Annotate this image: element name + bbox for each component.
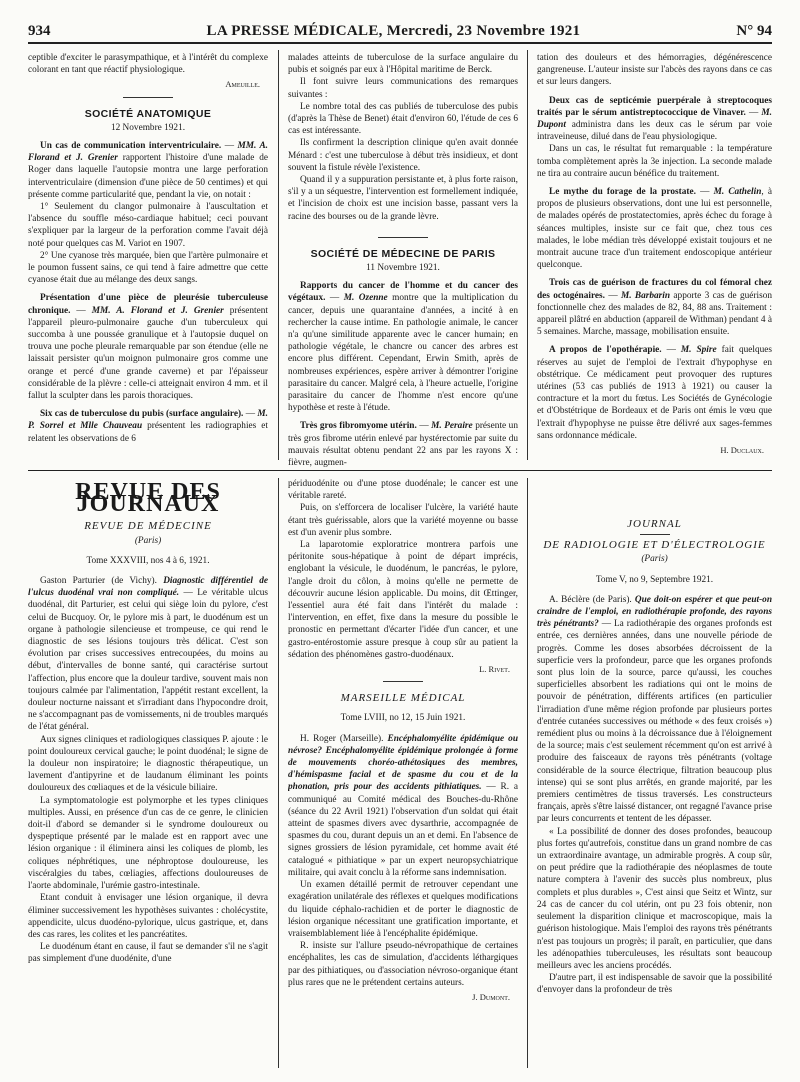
journal-place: (Paris) bbox=[641, 554, 668, 565]
article-text: présente un très gros fibrome utérin enlevé par hystérectomie par suite du mauvais résultat obtenu pendant 22 ans par les rayons X : fièvre, augmen- bbox=[288, 421, 518, 467]
intro-text: ceptible d'exciter le parasympathique, et à l'intérêt du complexe colorant en tant que réactif physiologique. bbox=[28, 53, 268, 76]
column-divider bbox=[527, 50, 528, 460]
section-rule bbox=[378, 237, 428, 238]
journal-masthead: LA PRESSE MÉDICALE, Mercredi, 23 Novembre 1921 bbox=[206, 23, 581, 39]
article-paragraph: Ils confirment la description clinique qu'en avait donnée Ménard : c'est une tuberculose à début très insidieux, et dont souvent la fistule révèle l'existence. bbox=[288, 138, 518, 173]
article-paragraph: Il font suivre leurs communications des remarques suivantes : bbox=[288, 77, 518, 100]
article-paragraph: Présentation d'une pièce de pleurésie tuberculeuse chronique. — MM. A. Florand et J. Grenier présentent l'appareil pleuro-pulmonaire gauche d'un tuberculeux qui succomba à une poussée granulique et à l'autopsie duquel on trouva une poche pleurale remarquable par son étendue (elle ne laissait persister qu'un moignon pulmonaire gros comme une orange et percé d'une grande caverne) et par l'épaisseur considérable de la plèvre : celle-ci atteignait environ 4 mm. et il fallut la sculpter dans les parois thoraciques. bbox=[28, 293, 268, 402]
article-paragraph: « La possibilité de donner des doses profondes, beaucoup plus fortes qu'autrefois, constitue dans un grand nombre de cas un extraordinaire avantage, un admirable progrès. A coup sûr, on peut prédire que la radiothérapie des néoplasmes de toute nature comptera à l'avenir des succès plus nombreux, plus complets et plus durables », C'est ainsi que Seitz et Wintz, sur 24 cas de cancer du col utérin, ont pu 23 fois obtenir, non seulement la disparition clinique et macroscopique, mais la guérison histologique. Mais l'emploi des rayons très pénétrants n'est pas toujours un progrès; il paraît, en particulier, que dans les adénopathies tuberculeuses, les résultats sont beaucoup meilleurs avec les anciens procédés. bbox=[537, 826, 772, 971]
article-paragraph: Quand il y a suppuration persistante et, à plus forte raison, s'il y a un séquestre, l'intervention est formellement indiquée, et l'incision de choix est une incision basse, passant vers la racine des bourses ou de la grande lèvre. bbox=[288, 175, 518, 222]
top-column-1 bbox=[28, 52, 268, 467]
article-authors: M. Dupont bbox=[537, 107, 772, 131]
journal-place: (Paris) bbox=[134, 535, 162, 546]
top-column-2 bbox=[288, 52, 518, 467]
article-signature: L. Rivet. bbox=[479, 664, 510, 675]
article-author: Gaston Parturier (de Vichy). bbox=[40, 576, 157, 587]
article-paragraph: R. insiste sur l'allure pseudo-névropathique de certaines encéphalites, les cas de simulation, d'accidents léthargiques par des pithiatiques, ou d'association névroso-organique étant plus rares que ne le prétendent certains auteurs. bbox=[288, 941, 518, 988]
article-text: présentent l'appareil pleuro-pulmonaire gauche d'un tuberculeux qui succomba à une poussée granulique et à l'autopsie duquel on trouva une poche pleurale remarquable par son étendue (elle ne laissait persister qu'un moignon pulmonaire gros comme une orange et percé d'une grande caverne) et par l'épaisseur considérable de la plèvre : celle-ci atteignait environ 4 mm. et il fallut la sculpter dans les parois thoraciques. bbox=[28, 305, 268, 402]
article-author: H. Roger (Marseille). bbox=[300, 733, 384, 744]
article-authors: MM. A. Florand et J. Grenier bbox=[91, 305, 224, 316]
article-title: Encéphalomyélite épidémique ou névrose? Encéphalomyélite épidémique prolongée à forme de mouvements choréo-athétosiques des membres, d'hémispasme facial et de spasme du cou et de la phonation, pris pour des accidents pithiatiques. bbox=[288, 733, 518, 793]
top-column-3 bbox=[537, 52, 772, 467]
article-text: administra dans les deux cas le sérum par voie intraveineuse, dilué dans de l'eau physiologique. bbox=[537, 120, 772, 143]
article-paragraph: 2° Une cyanose très marquée, bien que l'artère pulmonaire et le poumon fussent sains, ce qui tend à faire admettre que cette cyanose était due au mélange des deux sangs. bbox=[28, 250, 268, 286]
article-paragraph: Un cas de communication interventriculaire. — MM. A. Florand et J. Grenier rapportent l'histoire d'une malade de Roger dans laquelle l'autopsie montra une large perforation interventriculaire (dimension d'une pièce de 50 centimes) et qui présente comme particularité que, pendant la vie, on notait : bbox=[28, 141, 268, 200]
article-title: Présentation d'une pièce de pleurésie tuberculeuse chronique. bbox=[28, 293, 268, 316]
article-authors: M. Cathelin bbox=[713, 187, 762, 198]
section-rule bbox=[123, 97, 173, 98]
article-paragraph: Six cas de tuberculose du pubis (surface angulaire). — M. P. Sorrel et Mlle Chauveau présentent les radiographies et relatent les observations de 6 bbox=[28, 409, 268, 444]
article-title: Six cas de tuberculose du pubis (surface angulaire). bbox=[40, 409, 244, 420]
section-separator bbox=[28, 470, 772, 471]
article-paragraph: Deux cas de septicémie puerpérale à streptocoques traités par le sérum antistreptococcique de Vinaver. — M. Dupont administra dans les deux cas le sérum par voie intraveineuse, dilué dans de l'eau physiologique. bbox=[537, 95, 772, 143]
revue-title: REVUE DES JOURNAUX bbox=[75, 479, 221, 518]
article-paragraph: Aux signes cliniques et radiologiques classiques P. ajoute : le point douloureux cervical gauche; le point duodénal; le signe de la douleur non inspiratoire; le diagnostic thérapeutique, un lavement d'antipyrine et de laudanum éliminant les points douloureux des cœliaques et de la vésicule biliaire. bbox=[28, 734, 268, 794]
article-title: Deux cas de septicémie puerpérale à streptocoques traités par le sérum antistreptococcique de Vinaver. bbox=[537, 95, 772, 118]
article-authors: M. Ozenne bbox=[343, 293, 388, 304]
journal-name-line1: JOURNAL bbox=[627, 518, 682, 530]
article-paragraph: La laparotomie exploratrice montrera parfois une péritonite sous-hépatique à point de départ imprécis, englobant la vésicule, le duodénum, le pancréas, le pylore, l'angle droit du côlon, à moins qu'elle ne permette de découvrir aucune lésion applicable. Du moins, dit Œttinger, l'essentiel aura été fait dans l'intérêt du malade : l'intervention, en effet, fixe dans la mesure du possible le pronostic en permettant d'écarter l'idée d'un cancer, et une gastro-entérostomie assure presque à coup sûr au patient la sédation des phénomènes gastro-duodénaux. bbox=[288, 540, 518, 660]
article-title: Trois cas de guérison de fractures du col fémoral chez des octogénaires. bbox=[537, 278, 772, 301]
article-text: , à propos de plusieurs observations, dont une lui est personnelle, de malades opérés de prostatectomies, après échec du forage à séances multiples, insiste sur ce fait que, chez tous ces malades, le lobe médian très développé existait toujours et ne montrait aucune trace d'un traitement endoscopique antérieur quelconque. bbox=[537, 187, 772, 271]
page-number: 934 bbox=[28, 23, 51, 39]
section-date: 11 Novembre 1921. bbox=[366, 263, 440, 274]
journal-tome: Tome XXXVIII, nos 4 à 6, 1921. bbox=[86, 555, 210, 566]
article-text: — R. a communiqué au Comité médical des Bouches-du-Rhône (séance du 22 Avril 1921) l'observation d'un soldat qui était atteint de spasmes divers avec dysarthrie, accompagnée de spasmes du cou, durant depuis un an et demi. En l'absence de signes grossiers de lésion pyramidale, cet homme avait été catalogué « pithiatique » par un expert neuropsychiatrique militaire, qui avait conclu à la réforme sans indemnisation. bbox=[288, 782, 518, 878]
article-authors: M. Barbarin bbox=[620, 290, 671, 301]
article-paragraph: Très gros fibromyome utérin. — M. Peraire présente un très gros fibrome utérin enlevé par hystérectomie par suite du mauvais résultat obtenu pendant 22 ans par les rayons X : fièvre, augmen- bbox=[288, 421, 518, 467]
article-paragraph: Rapports du cancer de l'homme et du cancer des végétaux. — M. Ozenne montre que la multiplication du cancer, depuis une quarantaine d'années, a incité à en rechercher la cause intime. En pathologie animale, le cancer n'a qu'une similitude apparente avec le cancer humain; en pathologie végétale, le chancre ou cancer des arbres est encore plus différent. Cependant, Erwin Smith, après de nombreuses expériences, espère arriver à démontrer l'origine parasitaire du cancer. Malgré cela, à l'heure actuelle, l'origine parasitaire du cancer de l'homme n'est encore qu'une hypothèse et reste à l'étude. bbox=[288, 281, 518, 414]
article-paragraph: Le mythe du forage de la prostate. — M. Cathelin, à propos de plusieurs observations, dont une lui est personnelle, de malades opérés de prostatectomies, après échec du forage à séances multiples, insiste sur ce fait que, chez tous ces malades, le lobe médian très développé existait toujours et ne montrait aucune trace d'un traitement endoscopique antérieur quelconque. bbox=[537, 187, 772, 271]
article-authors: M. P. Sorrel et Mlle Chauveau bbox=[28, 409, 268, 432]
article-paragraph: Le duodénum étant en cause, il faut se demander s'il ne s'agit pas simplement d'une duodénite, d'une bbox=[28, 942, 268, 965]
article-paragraph bbox=[28, 575, 268, 734]
journal-name: MARSEILLE MÉDICAL bbox=[340, 692, 466, 705]
article-authors: M. Peraire bbox=[431, 421, 473, 432]
journal-tome: Tome V, no 9, Septembre 1921. bbox=[595, 574, 714, 585]
article-title: Un cas de communication interventriculaire. bbox=[40, 141, 222, 152]
article-paragraph bbox=[288, 733, 518, 879]
article-title: Diagnostic différentiel de l'ulcus duodénal vrai non compliqué. bbox=[28, 576, 268, 599]
article-text: — La radiothérapie des organes profonds est entrée, ces dernières années, dans une nouvelle période de progrès. Comme les doses absorbées décroissent de la superficie vers la profondeur, parce que les organes profonds sont plus loin de la source, parce qu'aussi, les couches superficielles absorbent les radiations qui ont le moins de pouvoir de pénétration, différents artifices (en particulier l'irradiation d'une même région profonde par plusieurs portes d'entrée cutanées successives ou méthode « des feux croisés ») remédient plus ou moins à la décroissance due à l'éloignement de la source; mais c'est seulement récemment qu'on est arrivé à produire des faisceaux de rayons très pénétrants (voltage considérable de la source électrique, filtration beaucoup plus intense) qui se sont plus arrêtés, en grande majorité, par les premiers centimètres de tissus traversés. Les constructeurs français, après s'être laissé distancer, ont regagné l'avance prise par leurs concurrents et tentent de les dépasser. bbox=[537, 619, 772, 825]
article-paragraph: D'autre part, il est indispensable de savoir que la possibilité d'envoyer dans la profondeur de très bbox=[537, 973, 772, 996]
bottom-column-3 bbox=[537, 478, 772, 1068]
section-date: 12 Novembre 1921. bbox=[110, 122, 186, 133]
journal-tome: Tome LVIII, no 12, 15 Juin 1921. bbox=[340, 713, 466, 724]
article-text: fait quelques réserves au sujet de l'emploi de l'extrait d'hypophyse en obstétrique. Ce médicament peut provoquer des ruptures utérines (53 cas publiés de 1913 à 1921) ou causer la contracture et la mort du fœtus. Les Sociétés de Gynécologie et d'Obstétrique de Bordeaux et de Paris ont émis le vœu que l'extrait d'hypophyse ne puisse être délivré aux sages-femmes sans ordonnance médicale. bbox=[537, 345, 772, 441]
article-text: rapportent l'histoire d'une malade de Roger dans laquelle l'autopsie montra une large perforation interventriculaire (dimension d'une pièce de 50 centimes) et qui présente comme particularité que, pendant la vie, on notait : bbox=[28, 153, 268, 200]
column-divider bbox=[278, 478, 279, 1068]
page-header bbox=[28, 14, 772, 40]
article-paragraph: Etant conduit à envisager une lésion organique, il devra éliminer successivement les hypothèses suivantes : cholécystite, appendicite, ulcus duodéno-pylorique, ulcus gastrique, et, dans des cas rares, les colites et les pancréatites. bbox=[28, 893, 268, 940]
article-title: Que doit-on espérer et que peut-on craindre de l'emploi, en radiothérapie profonde, des rayons très pénétrants? bbox=[537, 594, 772, 630]
article-paragraph: Dans un cas, le résultat fut remarquable : la température tomba complètement après la 3e injection. La seconde malade ne tira au contraire aucun bénéfice du traitement. bbox=[537, 144, 772, 179]
article-paragraph bbox=[537, 594, 772, 826]
article-paragraph: 1° Seulement du clangor pulmonaire à l'auscultation et l'absence du souffle méso-cardiaque habituel; ceci pouvant s'expliquer par la largeur de la perforation comme l'avait déjà noté pour quelques cas M. Variot en 1907. bbox=[28, 202, 268, 249]
issue-number: N° 94 bbox=[736, 23, 772, 39]
article-paragraph: tation des douleurs et des hémorragies, dégénérescence gangreneuse. L'auteur insiste sur l'abcès des rayons dans ce cas et sur leurs dangers. bbox=[537, 53, 772, 88]
article-text: — Le véritable ulcus duodénal, dit Parturier, est celui qui siège loin du pylore, c'est celui de Bucquoy. Or, le pylore mis à part, le duodénum est un organe à pathologie silencieuse et trompeuse, ce qui rend le diagnostic de ses lésions toujours très délicat. C'est son évolution par crises successives entrecoupées, du moins au début, d'intervalles de bonne santé, qui caractérise surtout l'affection, plus encore que la douleur tardive, souvent mais non toujours calmée par l'alimentation, l'appétit restant excellent, la douleur nocturne naissant et s'irradiant dans l'hypocondre droit, ne s'accompagnant pas de vomissements, ni de troubles marqués de l'état général. bbox=[28, 588, 268, 733]
bottom-column-2 bbox=[288, 478, 518, 1068]
article-paragraph: A propos de l'opothérapie. — M. Spire fait quelques réserves au sujet de l'emploi de l'extrait d'hypophyse en obstétrique. Ce médicament peut provoquer des ruptures utérines (53 cas publiés de 1913 à 1921) ou causer la contracture et la mort du fœtus. Les Sociétés de Gynécologie et d'Obstétrique de Bordeaux et de Paris ont émis le vœu que l'extrait d'hypophyse ne puisse être délivré aux sages-femmes sans ordonnance médicale. bbox=[537, 345, 772, 441]
journal-name-line2: DE RADIOLOGIE ET D'ÉLECTROLOGIE bbox=[543, 539, 766, 552]
intro-signature: Ameuille. bbox=[225, 79, 260, 90]
article-paragraph: Un examen détaillé permit de retrouver cependant une exagération unilatérale des réflexes et quelques modifications du liquide céphalo-rachidien et de porter le diagnostic de lésion organique nécessitant une gratification importante, et vraisemblablement liée à l'encéphalite épidémique. bbox=[288, 880, 518, 939]
article-paragraph: Trois cas de guérison de fractures du col fémoral chez des octogénaires. — M. Barbarin apporte 3 cas de guérison fonctionnelle chez des malades de 82, 84, 88 ans. Traitement : appareil plâtré en abduction (appareil de Withman) pendant 4 à 5 semaines. Marche, massage, mobilisation ensuite. bbox=[537, 278, 772, 338]
article-authors: MM. A. Florand et J. Grenier bbox=[28, 141, 268, 164]
bottom-column-1 bbox=[28, 478, 268, 1068]
column-divider bbox=[278, 50, 279, 460]
article-paragraph: périduodénite ou d'une ptose duodénale; le cancer est une véritable rareté. bbox=[288, 479, 518, 502]
article-text: montre que la multiplication du cancer, depuis une quarantaine d'années, a incité à en rechercher la cause intime. En pathologie animale, le cancer n'a qu'une similitude apparente avec le cancer humain; en pathologie végétale, le chancre ou cancer des arbres est encore plus différent. Cependant, Erwin Smith, après de nombreuses expériences, espère arriver à démontrer l'origine parasitaire du cancer. Malgré cela, à l'heure actuelle, l'origine parasitaire du cancer de l'homme n'est encore qu'une hypothèse et reste à l'étude. bbox=[288, 293, 518, 414]
column-divider bbox=[527, 478, 528, 1068]
article-title: A propos de l'opothérapie. bbox=[549, 345, 662, 356]
header-rule bbox=[28, 42, 772, 44]
article-title: Très gros fibromyome utérin. bbox=[300, 421, 417, 432]
article-paragraph: La symptomatologie est polymorphe et les types cliniques multiples. Aussi, en présence d'un cas de ce genre, le clinicien doit-il d'abord se demander si le syndrome douloureux ou dyspeptique présenté par le malade est en rapport avec une lésion organique : il éliminera ainsi les coliques de plomb, les coliques néphrétiques, une néphroptose douloureuse, les viscéralgies du tabes, cœliagies, affections douloureuses de l'aorte abdominale, l'urémie gastro-intestinale. bbox=[28, 795, 268, 892]
article-authors: M. Spire bbox=[680, 345, 717, 356]
section-title: SOCIÉTÉ DE MÉDECINE DE PARIS bbox=[310, 247, 496, 260]
article-title: Le mythe du forage de la prostate. bbox=[549, 187, 696, 198]
article-text: apporte 3 cas de guérison fonctionnelle chez des malades de 82, 84, 88 ans. Traitement : appareil plâtré en abduction (appareil de Withman) pendant 4 à 5 semaines. Marche, massage, mobilisation ensuite. bbox=[537, 290, 772, 338]
article-author: A. Béclère (de Paris). bbox=[549, 594, 632, 605]
article-title: Rapports du cancer de l'homme et du cancer des végétaux. bbox=[288, 281, 518, 304]
section-title: SOCIÉTÉ ANATOMIQUE bbox=[84, 107, 212, 120]
article-text: présentent les radiographies et relatent les observations de 6 bbox=[28, 421, 268, 444]
article-paragraph: Le nombre total des cas publiés de tuberculose des pubis (d'après la Thèse de Benet) était d'environ 60, l'étude de ces 6 cas est intéressante. bbox=[288, 101, 518, 137]
journal-name: REVUE DE MÉDECINE bbox=[84, 520, 212, 533]
article-signature: J. Dumont. bbox=[472, 991, 510, 1002]
section-rule bbox=[383, 681, 423, 682]
article-paragraph: malades atteints de tuberculose de la surface angulaire du pubis et soignés par eux à l'Hôpital maritime de Berck. bbox=[288, 53, 518, 76]
section-signature: H. Duclaux. bbox=[720, 445, 764, 456]
section-rule bbox=[640, 534, 670, 535]
article-paragraph: Puis, on s'efforcera de localiser l'ulcère, la variété haute étant très guérissable, alors que la variété moyenne ou basse est d'un avenir plus sombre. bbox=[288, 503, 518, 538]
